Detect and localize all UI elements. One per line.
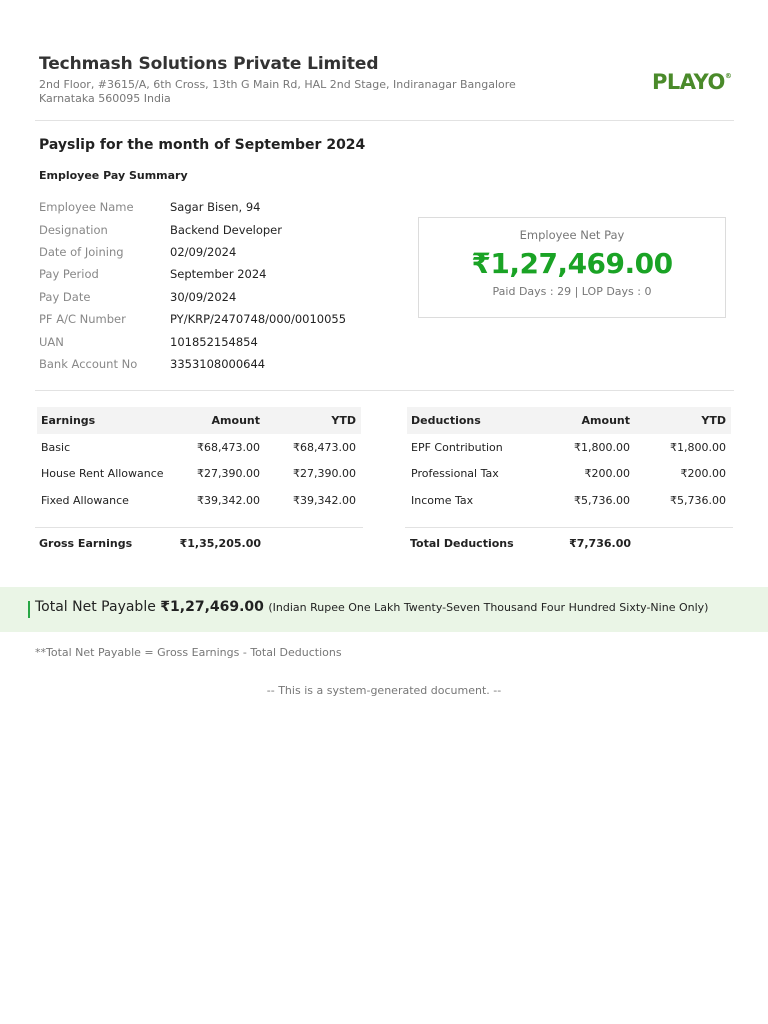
- header-divider: [35, 120, 734, 121]
- info-value: 30/09/2024: [170, 289, 237, 304]
- info-row: [39, 330, 346, 352]
- info-label: Bank Account No: [39, 356, 138, 371]
- paid-days-info: Paid Days : 29 | LOP Days : 0: [492, 285, 652, 298]
- gross-earnings-amount: ₹1,35,205.00: [179, 536, 261, 550]
- ytd-col-header: YTD: [331, 414, 356, 427]
- company-header: [39, 54, 739, 106]
- amount-col-header: Amount: [211, 414, 260, 427]
- deduction-name: Income Tax: [411, 493, 474, 507]
- address-line-1: 2nd Floor, #3615/A, 6th Cross, 13th G Main Rd, HAL 2nd Stage, Indiranagar Bangalore: [39, 78, 516, 91]
- table-row: [407, 461, 731, 488]
- net-pay-amount: ₹1,27,469.00: [471, 247, 673, 280]
- net-payable-label: Total Net Payable: [35, 599, 156, 615]
- info-value: September 2024: [170, 267, 267, 282]
- deduction-ytd: ₹1,800.00: [670, 440, 726, 454]
- info-value: Backend Developer: [170, 222, 282, 237]
- total-net-payable: [35, 599, 708, 615]
- info-value: 02/09/2024: [170, 244, 237, 259]
- info-label: Pay Date: [39, 289, 91, 304]
- employee-info-table: [39, 196, 346, 375]
- system-generated-note: -- This is a system-generated document. --: [266, 684, 502, 697]
- info-row: [39, 263, 346, 285]
- info-value: Sagar Bisen, 94: [170, 200, 261, 215]
- address-line-2: Karnataka 560095 India: [39, 92, 171, 105]
- info-row: [39, 308, 346, 330]
- company-address: [39, 78, 739, 106]
- deduction-ytd: ₹200.00: [680, 467, 726, 481]
- info-row: [39, 241, 346, 263]
- table-row: [37, 461, 361, 488]
- deduction-name: EPF Contribution: [411, 440, 503, 454]
- earnings-table: [37, 407, 361, 514]
- employee-net-pay-card: [418, 217, 726, 318]
- table-row: [407, 434, 731, 461]
- payslip-title: Payslip for the month of September 2024: [39, 137, 366, 153]
- info-row: [39, 196, 346, 218]
- earning-name: House Rent Allowance: [41, 467, 164, 481]
- summary-divider: [35, 390, 734, 391]
- info-value: 3353108000644: [170, 356, 266, 371]
- company-logo: [652, 70, 731, 94]
- total-deductions-label: Total Deductions: [410, 536, 514, 550]
- earnings-col-header: Earnings: [41, 414, 96, 427]
- net-payable-formula-note: **Total Net Payable = Gross Earnings - Total Deductions: [35, 646, 342, 659]
- deductions-col-header: Deductions: [411, 414, 481, 427]
- earning-name: Fixed Allowance: [41, 493, 129, 507]
- amount-col-header: Amount: [581, 414, 630, 427]
- table-row: [407, 487, 731, 514]
- deduction-amount: ₹1,800.00: [574, 440, 630, 454]
- gross-earnings-row: [39, 536, 261, 550]
- earnings-total-divider: [35, 527, 363, 528]
- earnings-header-row: [37, 407, 361, 434]
- info-value: PY/KRP/2470748/000/0010055: [170, 312, 347, 327]
- table-row: [37, 487, 361, 514]
- info-value: 101852154854: [170, 334, 258, 349]
- info-label: PF A/C Number: [39, 312, 126, 327]
- logo-registered-mark: ®: [724, 72, 732, 80]
- info-label: Employee Name: [39, 200, 134, 215]
- table-row: [37, 434, 361, 461]
- deductions-table: [407, 407, 731, 514]
- earning-name: Basic: [41, 440, 71, 454]
- total-deductions-amount: ₹7,736.00: [569, 536, 631, 550]
- info-label: Pay Period: [39, 267, 99, 282]
- deductions-total-divider: [405, 527, 733, 528]
- info-label: UAN: [39, 334, 64, 349]
- info-row: [39, 286, 346, 308]
- deduction-amount: ₹5,736.00: [574, 493, 630, 507]
- net-payable-amount: ₹1,27,469.00: [160, 599, 264, 615]
- company-name: Techmash Solutions Private Limited: [39, 54, 379, 74]
- earning-amount: ₹68,473.00: [197, 440, 260, 454]
- info-row: [39, 353, 346, 375]
- net-payable-words: (Indian Rupee One Lakh Twenty-Seven Thousand Four Hundred Sixty-Nine Only): [268, 601, 709, 614]
- ytd-col-header: YTD: [701, 414, 726, 427]
- gross-earnings-label: Gross Earnings: [39, 536, 133, 550]
- summary-title: Employee Pay Summary: [39, 169, 188, 182]
- info-label: Designation: [39, 222, 108, 237]
- earning-ytd: ₹27,390.00: [293, 467, 356, 481]
- logo-text: PLAYO: [652, 70, 725, 94]
- net-payable-accent-bar: [28, 601, 30, 618]
- deduction-name: Professional Tax: [411, 467, 499, 481]
- net-pay-label: Employee Net Pay: [519, 228, 625, 242]
- deduction-amount: ₹200.00: [584, 467, 630, 481]
- info-row: [39, 218, 346, 240]
- earning-amount: ₹39,342.00: [197, 493, 260, 507]
- total-deductions-row: [410, 536, 631, 550]
- earning-ytd: ₹68,473.00: [293, 440, 356, 454]
- info-label: Date of Joining: [39, 244, 124, 259]
- earning-amount: ₹27,390.00: [197, 467, 260, 481]
- deductions-header-row: [407, 407, 731, 434]
- earning-ytd: ₹39,342.00: [293, 493, 356, 507]
- deduction-ytd: ₹5,736.00: [670, 493, 726, 507]
